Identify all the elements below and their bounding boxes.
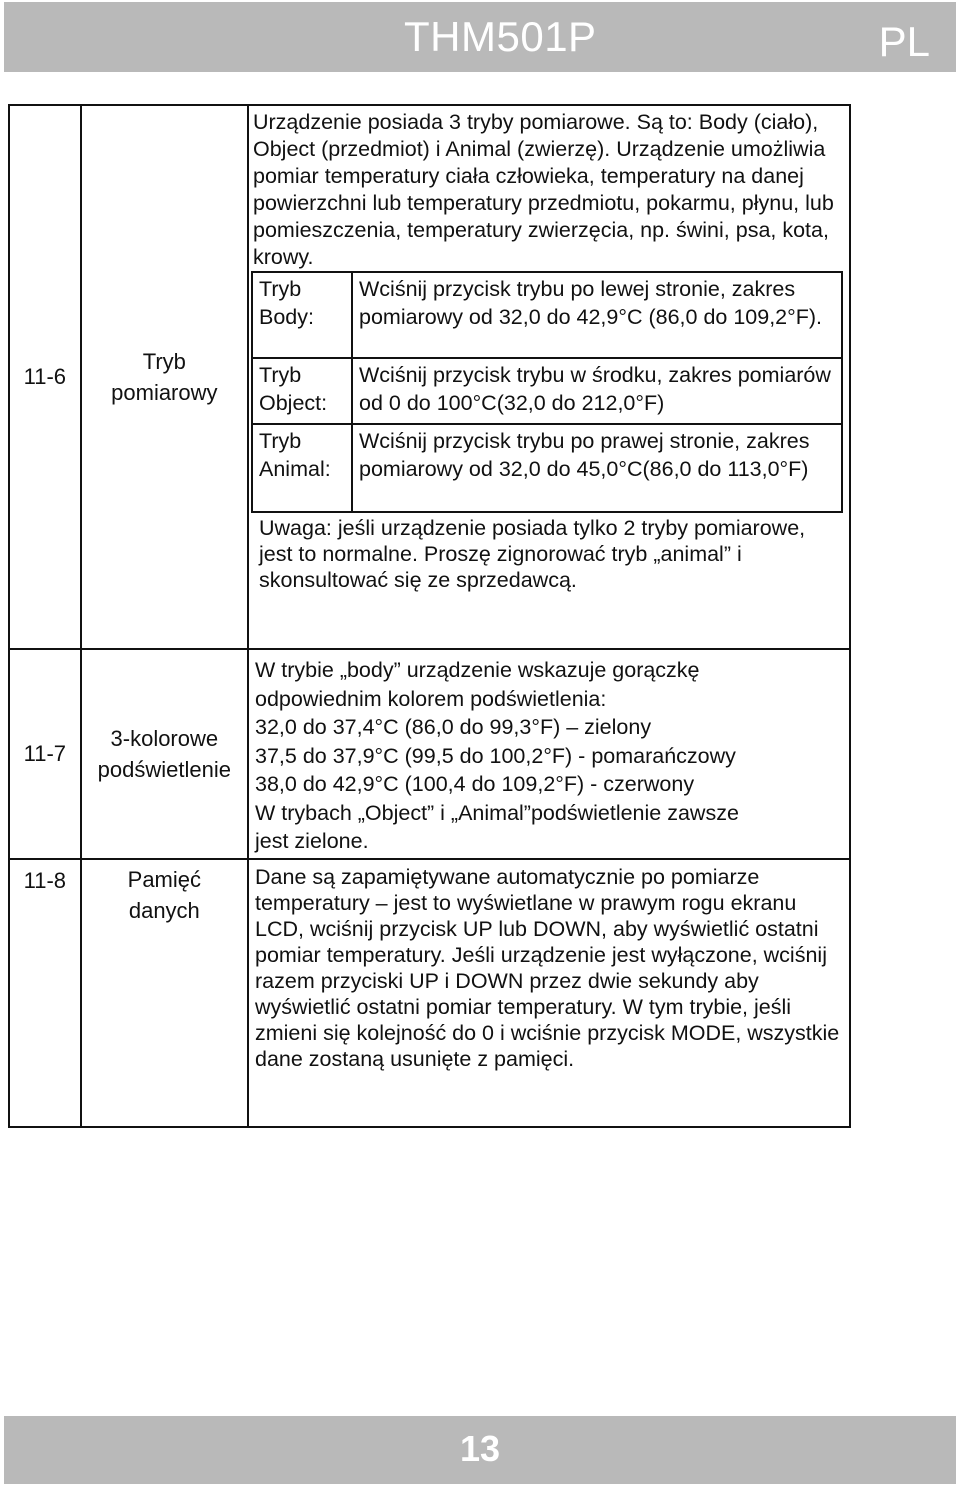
mode-label	[252, 424, 352, 512]
mode-text: Wciśnij przycisk trybu w środku, zakres pomiarów od 0 do 100°C(32,0 do 212,0°F)	[352, 358, 842, 424]
row-title	[81, 105, 248, 649]
row-description	[248, 859, 850, 1127]
mode-text: Wciśnij przycisk trybu po prawej stronie, zakres pomiarowy od 32,0 do 45,0°C(86,0 do 113,0°F)	[352, 424, 842, 512]
row-title	[81, 859, 248, 1127]
row-number: 11-6	[9, 105, 81, 649]
row-title-line: Tryb	[142, 349, 186, 374]
language-code: PL	[878, 18, 930, 65]
row-number: 11-7	[9, 649, 81, 859]
mode-label-line: Tryb	[259, 429, 302, 453]
mode-label-line: Object:	[259, 391, 328, 415]
row-title-line: pomiarowy	[111, 380, 218, 405]
modes-table	[251, 271, 843, 513]
backlight-line: 38,0 do 42,9°C (100,4 do 109,2°F) - czerwony	[255, 772, 695, 796]
mode-label-line: Tryb	[259, 277, 302, 301]
row-title-line: 3-kolorowe	[110, 726, 219, 751]
backlight-line: 32,0 do 37,4°C (86,0 do 99,3°F) – zielony	[255, 715, 652, 739]
row-title-line: podświetlenie	[97, 757, 231, 782]
row-title-line: danych	[128, 898, 200, 923]
backlight-list	[255, 656, 843, 856]
note-text: Uwaga: jeśli urządzenie posiada tylko 2 tryby pomiarowe, jest to normalne. Proszę zignorować tryb „animal” i skonsultować się ze sprzedawcą.	[259, 516, 806, 592]
page-header	[4, 2, 956, 72]
spec-row-11-8	[9, 859, 850, 1127]
backlight-line: W trybie „body” urządzenie wskazuje gorączkę	[255, 658, 700, 682]
backlight-line: 37,5 do 37,9°C (99,5 do 100,2°F) - pomarańczowy	[255, 743, 736, 768]
mode-row-object	[252, 358, 842, 424]
spec-row-11-7	[9, 649, 850, 859]
page-number: 13	[459, 1428, 501, 1469]
row-title-line: Pamięć	[127, 867, 201, 892]
backlight-line: jest zielone.	[255, 829, 369, 853]
backlight-line: W trybach „Object” i „Animal”podświetlenie zawsze	[255, 800, 739, 825]
model-name: THM501P	[404, 13, 597, 60]
mode-label	[252, 358, 352, 424]
row-title	[81, 649, 248, 859]
page-footer	[4, 1416, 956, 1484]
row-description	[248, 105, 850, 649]
spec-table	[8, 104, 851, 1128]
mode-label-line: Body:	[259, 305, 314, 329]
mode-label	[252, 272, 352, 358]
mode-label-line: Animal:	[259, 457, 331, 481]
row-number: 11-8	[9, 859, 81, 1127]
mode-row-animal	[252, 424, 842, 512]
mode-label-line: Tryb	[259, 363, 302, 387]
memory-text: Dane są zapamiętywane automatycznie po pomiarze temperatury – jest to wyświetlane w prawym rogu ekranu LCD, wciśnij przycisk UP lub DOWN, aby wyświetlić ostatni pomiar temperatury. Jeśli urządzenie jest wyłączone, wciśnij razem przyciski UP i DOWN przez dwie sekundy aby wyświetlić ostatni pomiar temperatury. W tym trybie, jeśli zmieni się kolejność do 0 i wciśnie przycisk MODE, wszystkie dane zostaną usunięte z pamięci.	[255, 865, 840, 1071]
intro-text: Urządzenie posiada 3 tryby pomiarowe. Są to: Body (ciało), Object (przedmiot) i Animal (zwierzę). Urządzenie umożliwia pomiar temperatury ciała człowieka, temperatury na danej powierzchni lub temperatury przedmiotu, pokarmu, płynu, lub pomieszczenia, temperatury zwierzęcia, np. świni, psa, kota, krowy.	[253, 110, 834, 269]
row-description	[248, 649, 850, 859]
backlight-line: odpowiednim kolorem podświetlenia:	[255, 686, 607, 711]
mode-text: Wciśnij przycisk trybu po lewej stronie, zakres pomiarowy od 32,0 do 42,9°C (86,0 do 109,2°F).	[352, 272, 842, 358]
mode-row-body	[252, 272, 842, 358]
spec-row-11-6	[9, 105, 850, 649]
